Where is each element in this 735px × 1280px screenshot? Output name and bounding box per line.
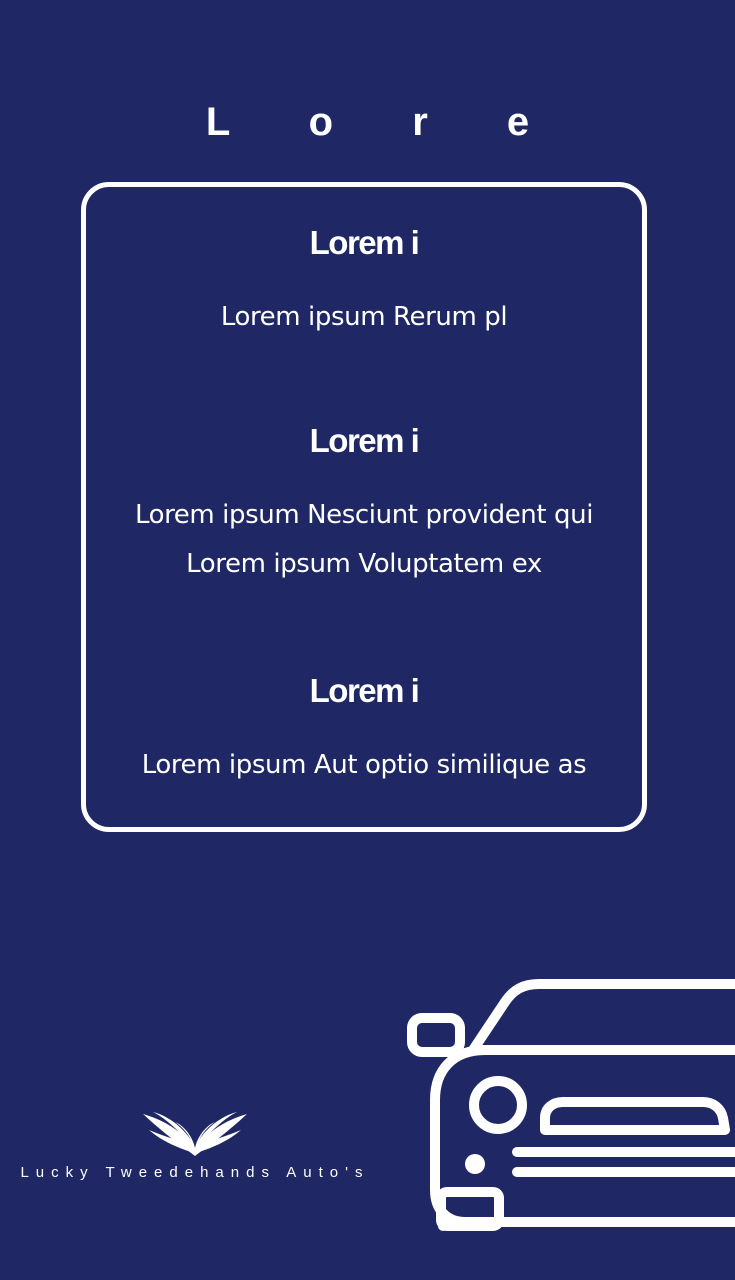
section-body xyxy=(86,293,642,342)
section-heading: Lorem i xyxy=(309,422,419,459)
page-title: L o r e xyxy=(205,100,564,144)
brand-logo xyxy=(0,1108,390,1182)
section-body xyxy=(86,491,642,589)
car-front-icon xyxy=(405,970,735,1240)
section-body-line: Lorem ipsum Nesciunt provident qui xyxy=(134,500,594,530)
info-card xyxy=(81,182,647,832)
card-section xyxy=(86,671,642,790)
section-body-line: Lorem ipsum Aut optio similique as xyxy=(141,750,587,780)
section-heading: Lorem i xyxy=(309,672,419,709)
wings-logo-icon xyxy=(139,1108,251,1160)
brand-name: Lucky Tweedehands Auto's xyxy=(20,1164,370,1181)
section-body-line: Lorem ipsum Voluptatem ex xyxy=(186,549,542,579)
card-section xyxy=(86,223,642,342)
section-body-line: Lorem ipsum Rerum pl xyxy=(220,302,508,332)
section-heading: Lorem i xyxy=(309,224,419,261)
section-body xyxy=(86,741,642,790)
card-section xyxy=(86,421,642,589)
